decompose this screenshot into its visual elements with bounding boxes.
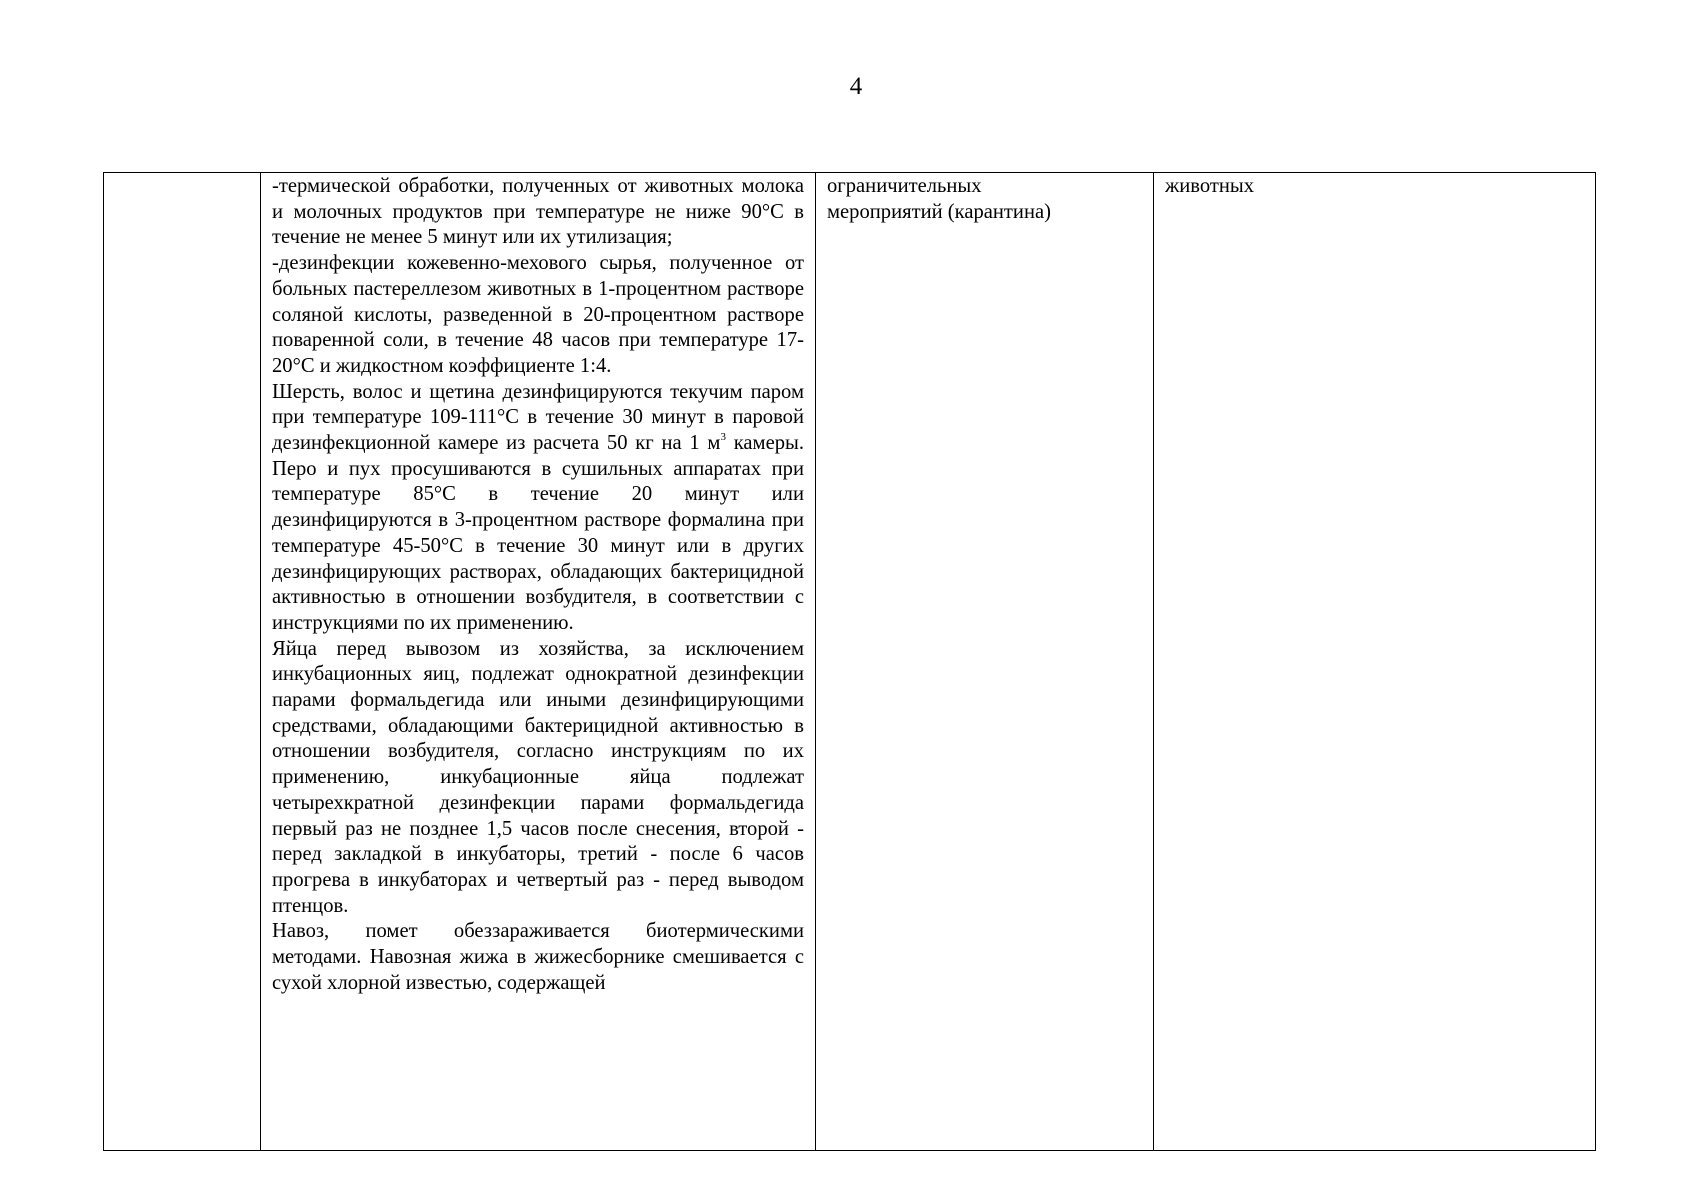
terms-line-2: мероприятий (карантина) (827, 200, 1051, 223)
paragraph-wool-disinfection (272, 380, 804, 637)
paragraph-eggs-disinfection: Яйца перед вывозом из хозяйства, за исключением инкубационных яиц, подлежат однократной дезинфекции парами формальдегида или иными дезинфицирующими средствами, обладающими бактерицидной активностью в отношении возбудителя, согласно инструкциям по их применению, инкубационные яйца подлежат четырехкратной дезинфекции парами формальдегида первый раз не позднее 1,5 часов после снесения, второй - перед закладкой в инкубаторы, третий - после 6 часов прогрева в инкубаторах и четвертый раз - перед выводом птенцов. (272, 637, 804, 917)
table-cell-terms (816, 173, 1154, 1151)
paragraph-milk-treatment: -термической обработки, полученных от животных молока и молочных продуктов при температуре не ниже 90°С в течение не менее 5 минут или их утилизация; (272, 175, 804, 249)
wool-text-part1: Шерсть, волос и щетина дезинфицируются текучим паром при температуре 109-111°С в течение 30 минут в паровой дезинфекционной камере из расчета 50 кг на 1 м (272, 380, 804, 455)
document-table (103, 172, 1596, 1151)
terms-line-1: ограничительных (827, 175, 982, 197)
wool-text-part2: камеры. Перо и пух просушиваются в сушильных аппаратах при температуре 85°С в течение 20 минут или дезинфицируются в 3-процентном растворе формалина при температуре 45-50°С в течение 30 минут или в других дезинфицирующих растворах, обладающих бактерицидной активностью в отношении возбудителя, в соответствии с инструкциями по их применению. (272, 432, 804, 634)
table-cell-responsible (1154, 173, 1596, 1151)
paragraph-manure-disinfection: Навоз, помет обеззараживается биотермическими методами. Навозная жижа в жижесборнике смешивается с сухой хлорной известью, содержащей (272, 920, 804, 994)
cubic-superscript: 3 (720, 431, 726, 444)
responsible-text: животных (1165, 175, 1255, 197)
paragraph-leather-disinfection: -дезинфекции кожевенно-мехового сырья, полученное от больных пастереллезом животных в 1-процентном растворе соляной кислоты, разведенной в 20-процентном растворе поваренной соли, в течение 48 часов при температуре 17-20°С и жидкостном коэффициенте 1:4. (272, 252, 804, 377)
table-row (104, 173, 1596, 1151)
table-cell-1 (104, 173, 261, 1151)
table-cell-measures (261, 173, 816, 1151)
page-number: 4 (849, 73, 863, 100)
